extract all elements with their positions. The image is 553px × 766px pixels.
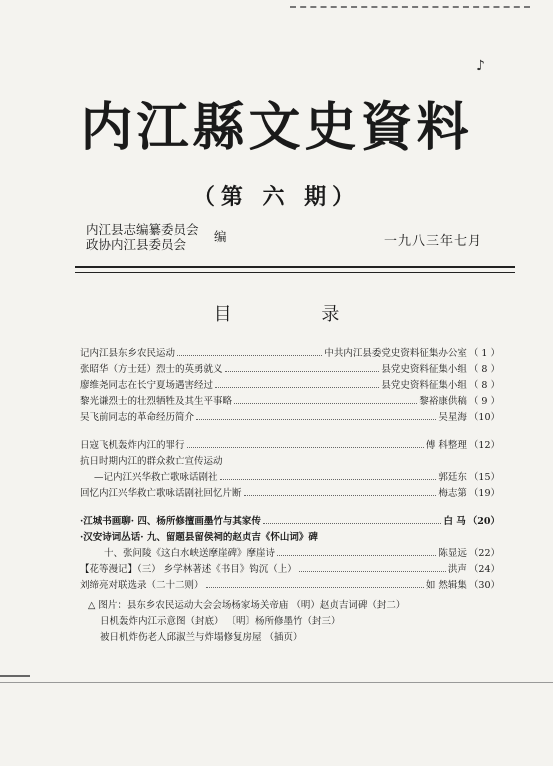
toc-entry-title: 吴飞前同志的革命经历简介 [80, 412, 195, 423]
toc-entry-author: 县党史资料征集小组 [381, 380, 467, 391]
leader-dots [225, 365, 380, 372]
bottom-scan-line [0, 682, 553, 683]
toc-entry-author: 如 然辑集 [425, 580, 467, 591]
toc-entry-page: （24） [468, 564, 500, 575]
toc-entry-page: （ 1 ） [468, 348, 500, 359]
leader-dots [277, 549, 436, 556]
toc-entry-author: 白 马 [443, 516, 466, 527]
toc-section-title: ·汉安诗词丛话· 九、留题县留侯祠的赵贞吉《怀山词》碑 [80, 532, 318, 543]
toc-entry-author: 傅 科整理 [425, 440, 467, 451]
toc-entry [80, 377, 500, 391]
toc-entry [80, 409, 500, 423]
toc-entry [80, 437, 500, 451]
toc-entry-title: 张昭华（方士廷）烈士的英勇就义 [80, 364, 223, 375]
corner-pen-mark: ♪ [476, 58, 485, 74]
toc-entry-title: ·江城书画聊· 四、杨所修擅画墨竹与其家传 [80, 516, 261, 527]
leader-dots [177, 349, 322, 356]
toc-entry-title: 刘缔亮对联选录（二十二则） [80, 580, 204, 591]
toc-entry-title: 回忆内江兴华救亡歌咏话剧社回忆片断 [80, 488, 242, 499]
toc-entry-title: —记内江兴华救亡歌咏话剧社 [94, 472, 218, 483]
toc-entry-page: （10） [468, 412, 500, 423]
leader-dots [234, 397, 417, 404]
bottom-scan-mark [0, 675, 30, 677]
toc-entry [80, 485, 500, 499]
top-scan-mark [290, 6, 530, 8]
toc-entry [80, 361, 500, 375]
toc-entry [80, 513, 500, 527]
editor-suffix: 编 [214, 229, 227, 244]
leader-dots [187, 441, 424, 448]
divider-thin [75, 272, 515, 273]
issue-number: （第 六 期） [192, 184, 361, 210]
toc-entry [80, 577, 500, 591]
leader-dots [206, 581, 424, 588]
publication-title: 内江縣文史資料 [80, 97, 473, 158]
toc-entry [80, 393, 500, 407]
toc-entry-page: （19） [468, 488, 500, 499]
toc-entry [104, 545, 500, 559]
toc-entry-page: （ 8 ） [468, 380, 500, 391]
toc-entry-author: 郭廷东 [438, 472, 467, 483]
toc-entry [94, 469, 500, 483]
leader-dots [299, 565, 446, 572]
toc-entry-author: 梅志第 [438, 488, 467, 499]
toc-entry-author: 洪声 [447, 564, 467, 575]
toc-entry-page: （ 8 ） [468, 364, 500, 375]
plates-line-2: 日机轰炸内江示意图（封底） 〔明〕杨所修墨竹（封三） [100, 616, 341, 627]
toc-entry-page: （22） [468, 548, 500, 559]
toc-entry-page: （20） [467, 516, 500, 527]
toc-entry-author: 吴星海 [438, 412, 467, 423]
toc-section-title: 抗日时期内江的群众救亡宣传运动 [80, 456, 223, 467]
leader-dots [196, 413, 436, 420]
editor-line-2: 政协内江县委员会 [86, 237, 187, 252]
plates-line-3: 被日机炸伤老人邱淑兰与炸塌修复房屋 （插页） [100, 632, 303, 643]
toc-entry-page: （15） [468, 472, 500, 483]
leader-dots [215, 381, 379, 388]
toc-entry-page: （ 9 ） [468, 396, 500, 407]
editor-line-1: 内江县志编纂委员会 [86, 222, 199, 237]
toc-entry-title: 十、张问陵《这白水峡送摩崖碑》摩崖诗 [104, 548, 276, 559]
toc-entry-title: 黎光谦烈士的壮烈牺牲及其生平事略 [80, 396, 233, 407]
toc-entry [80, 345, 500, 359]
toc-entry-page: （30） [468, 580, 500, 591]
toc-entry-author: 陈显远 [438, 548, 467, 559]
leader-dots [263, 517, 442, 524]
toc-entry-title: 日寇飞机轰炸内江的罪行 [80, 440, 185, 451]
toc-entry-author: 县党史资料征集小组 [381, 364, 467, 375]
editor-block [86, 222, 227, 252]
plates-intro: △ 图片：县东乡农民运动大会会场杨家场关帝庙 （明）赵贞吉词碑（封二） [88, 600, 406, 611]
toc-entry-title: 廖维尧同志在长宁夏场遇害经过 [80, 380, 214, 391]
toc-heading: 目 录 [213, 304, 382, 325]
toc-entry-title: 【花等漫记】（三） 乡学林著述《书目》钩沉（上） [80, 564, 297, 575]
toc-entry-author: 中共内江县委党史资料征集办公室 [324, 348, 467, 359]
divider-thick [75, 266, 515, 268]
toc-entry-page: （12） [468, 440, 500, 451]
toc-entry [80, 561, 500, 575]
publication-date: 一九八三年七月 [384, 234, 483, 249]
leader-dots [220, 473, 437, 480]
leader-dots [244, 489, 437, 496]
toc-entry-title: 记内江县东乡农民运动 [80, 348, 176, 359]
toc-entry-author: 黎裕康供稿 [419, 396, 467, 407]
